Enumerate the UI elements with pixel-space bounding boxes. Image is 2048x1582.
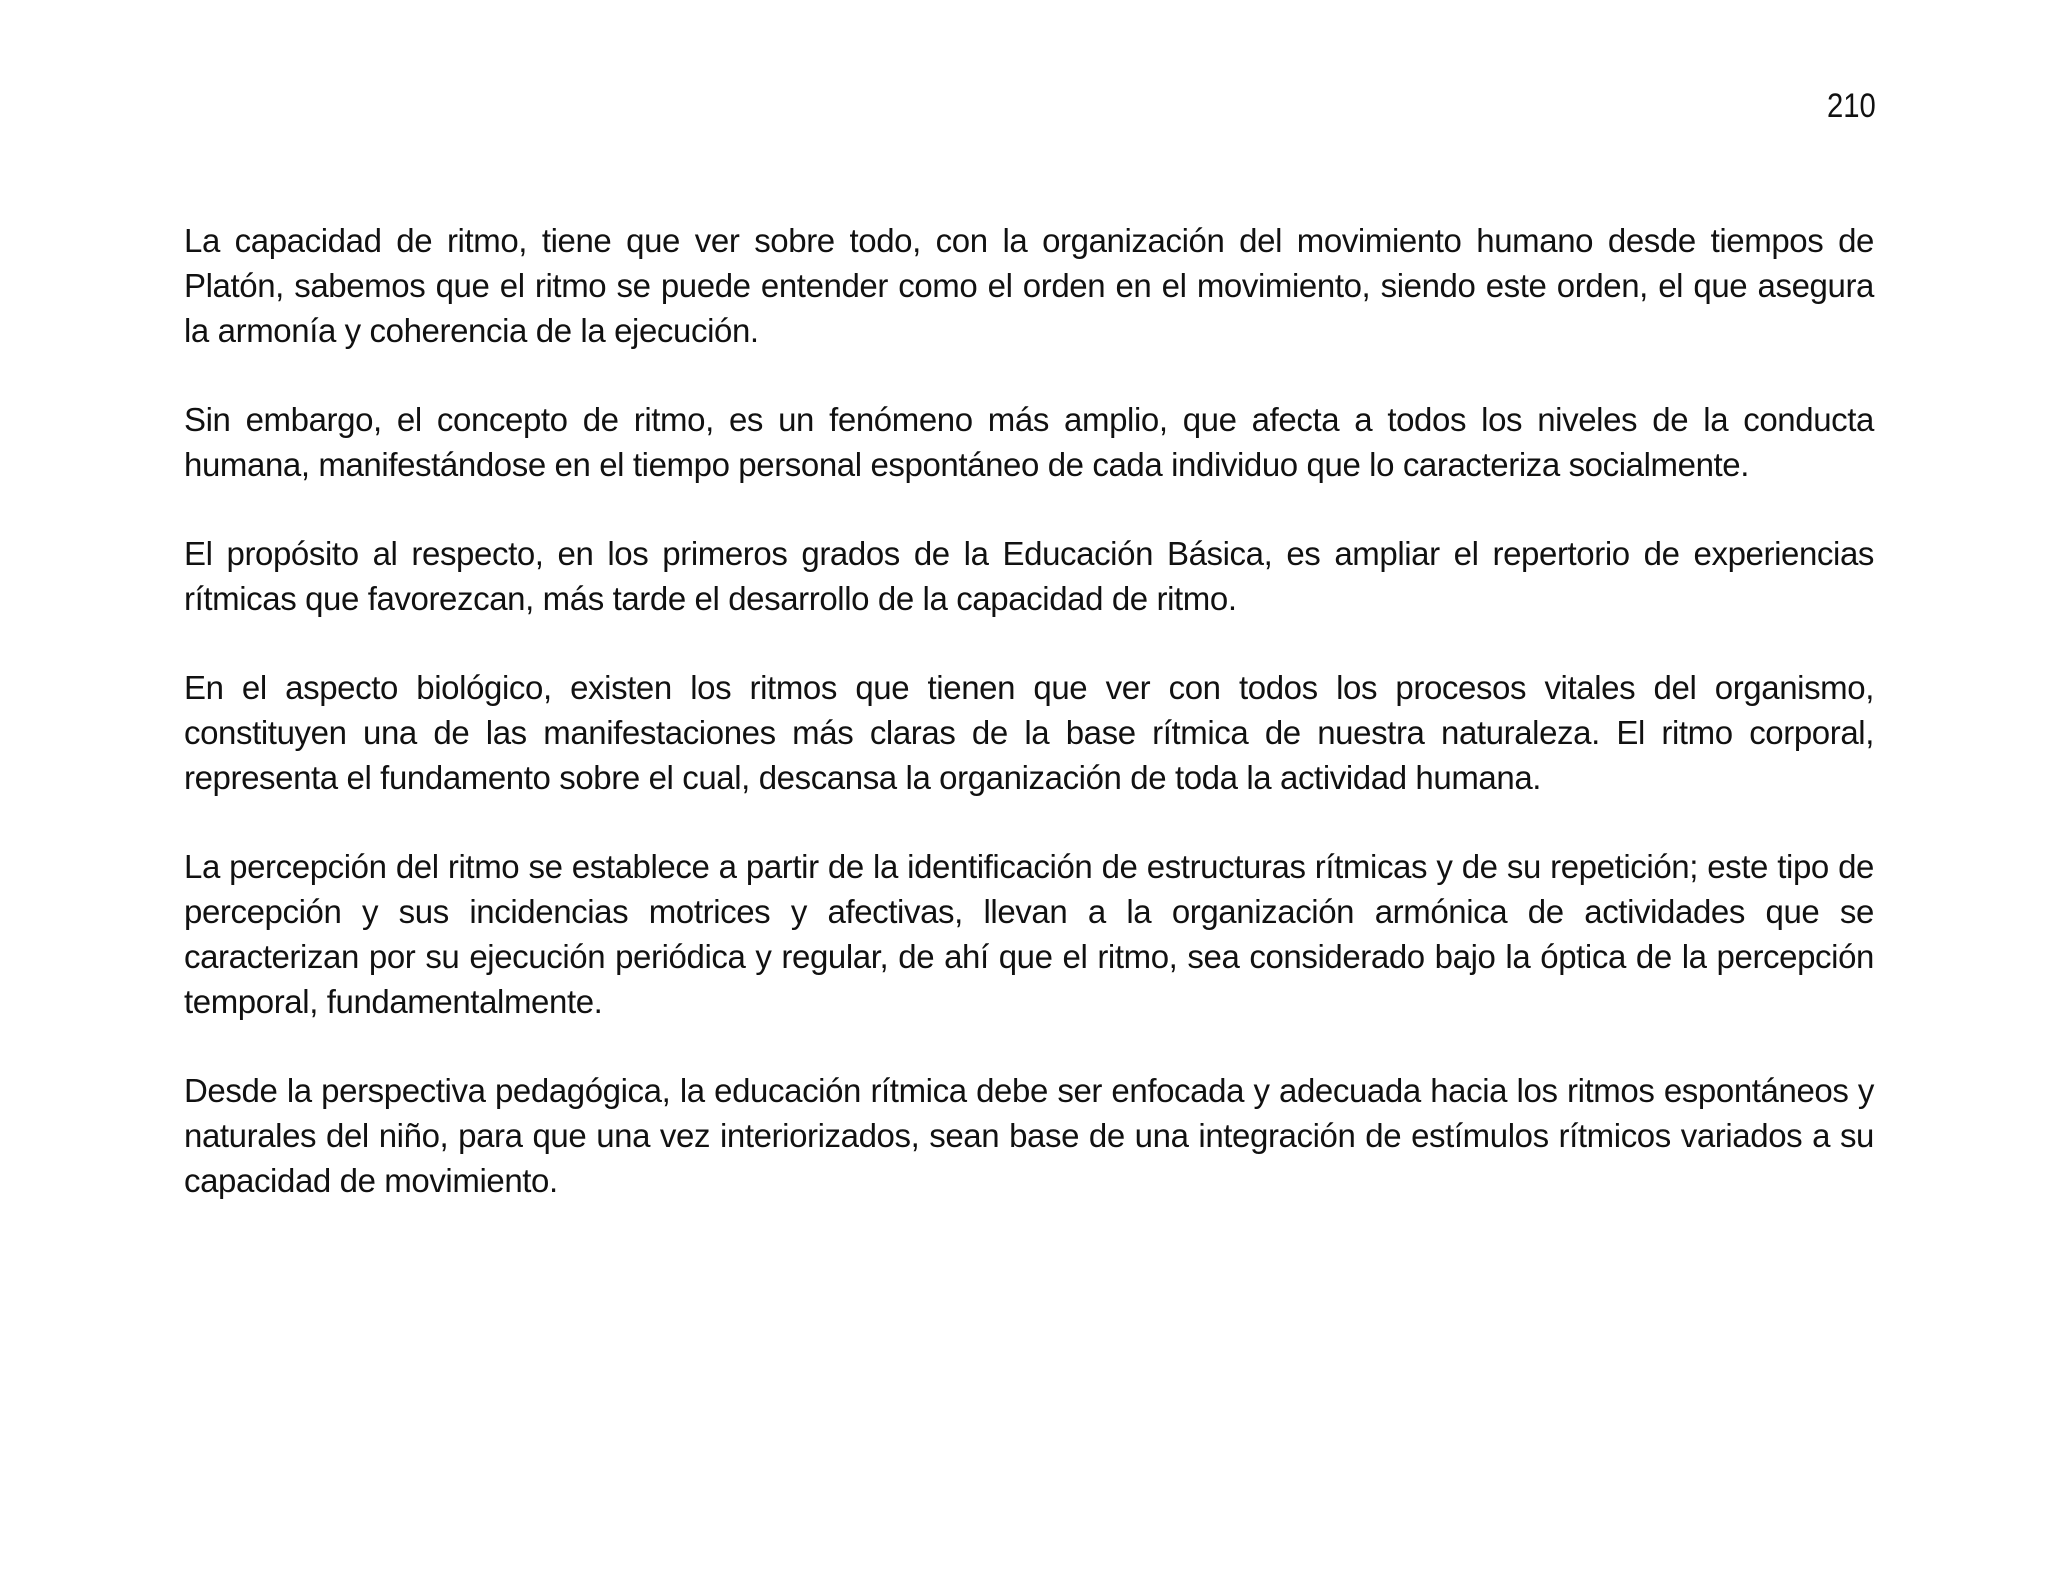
paragraph-6: Desde la perspectiva pedagógica, la educación rítmica debe ser enfocada y adecuada hacia los ritmos espontáneos y naturales del niño, para que una vez interiorizados, sean base de una integración de estímulos rítmicos variados a su capacidad de movimiento. [184,1072,1874,1199]
paragraph-5: La percepción del ritmo se establece a partir de la identificación de estructuras rítmicas y de su repetición; este tipo de percepción y sus incidencias motrices y afectivas, llevan a la organización armónica de actividades que se caracterizan por su ejecución periódica y regular, de ahí que el ritmo, sea considerado bajo la óptica de la percepción temporal, fundamentalmente. [184,848,1874,1020]
body-text [184,218,1874,1203]
paragraph-1: La capacidad de ritmo, tiene que ver sobre todo, con la organización del movimiento humano desde tiempos de Platón, sabemos que el ritmo se puede entender como el orden en el movimiento, siendo este orden, el que asegura la armonía y coherencia de la ejecución. [184,222,1874,349]
paragraph-4: En el aspecto biológico, existen los ritmos que tienen que ver con todos los procesos vitales del organismo, constituyen una de las manifestaciones más claras de la base rítmica de nuestra naturaleza. El ritmo corporal, representa el fundamento sobre el cual, descansa la organización de toda la actividad humana. [184,669,1874,796]
paragraph-3: El propósito al respecto, en los primeros grados de la Educación Básica, es ampliar el repertorio de experiencias rítmicas que favorezcan, más tarde el desarrollo de la capacidad de ritmo. [184,535,1874,617]
paragraph-2: Sin embargo, el concepto de ritmo, es un fenómeno más amplio, que afecta a todos los niveles de la conducta humana, manifestándose en el tiempo personal espontáneo de cada individuo que lo caracteriza socialmente. [184,401,1874,483]
page-number: 210 [1827,87,1876,125]
